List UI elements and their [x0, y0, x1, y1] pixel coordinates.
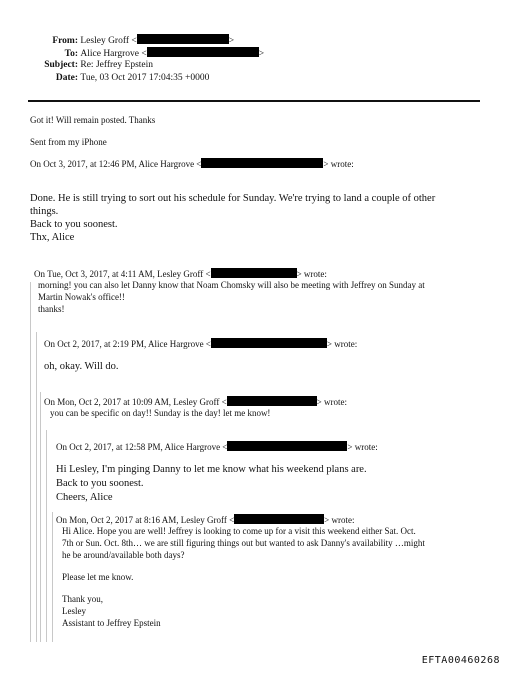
quote-3-attribution: On Oct 2, 2017, at 2:19 PM, Alice Hargrove < > wrote: [44, 339, 358, 349]
quote-level-bar [46, 430, 47, 642]
redaction-box [234, 514, 324, 524]
quote-1-attribution: On Oct 3, 2017, at 12:46 PM, Alice Hargrove < > wrote: [30, 159, 354, 169]
quote-6-line: Hi Alice. Hope you are well! Jeffrey is looking to come up for a visit this weekend either Sat. Oct. [62, 526, 416, 536]
quote-5-line: Back to you soonest. [56, 478, 144, 489]
quote-1-line: Done. He is still trying to sort out his schedule for Sunday. We're trying to land a couple of other [30, 193, 436, 204]
quote-6-sign: Thank you, [62, 594, 103, 604]
redaction-box [211, 338, 327, 348]
quote-6-line: 7th or Sun. Oct. 8th… we are still figuring things out but wanted to ask Danny's availability …might [62, 538, 425, 548]
header-from [0, 34, 234, 46]
quote-2-attribution: On Tue, Oct 3, 2017, at 4:11 AM, Lesley Groff < > wrote: [34, 269, 327, 279]
header-subject [0, 60, 153, 70]
redaction-box [147, 47, 259, 57]
reply-text: Got it! Will remain posted. Thanks [30, 115, 156, 125]
header-date [0, 73, 209, 83]
quote-6-attribution: On Mon, Oct 2, 2017 at 8:16 AM, Lesley Groff < > wrote: [56, 515, 355, 525]
redaction-box [201, 158, 323, 168]
quote-level-bar [52, 512, 53, 642]
to-value: Alice Hargrove < [80, 49, 147, 59]
header-divider [28, 100, 480, 102]
from-close: > [228, 36, 235, 46]
from-value: Lesley Groff < [80, 36, 137, 46]
quote-4-attribution: On Mon, Oct 2, 2017 at 10:09 AM, Lesley Groff < > wrote: [44, 397, 347, 407]
quote-6-sign: Assistant to Jeffrey Epstein [62, 618, 161, 628]
quote-2-line: morning! you can also let Danny know that Noam Chomsky will also be meeting with Jeffrey on Sunday at [38, 280, 425, 290]
quote-2-line: Martin Nowak's office!! [38, 292, 125, 302]
quote-6-sign: Lesley [62, 606, 86, 616]
redaction-box [211, 268, 297, 278]
to-label: To: [64, 49, 78, 59]
document-id: EFTA00460268 [421, 655, 500, 666]
quote-4-line: you can be specific on day!! Sunday is the day! let me know! [50, 408, 271, 418]
signature-text: Sent from my iPhone [30, 137, 107, 147]
quote-level-bar [40, 392, 41, 642]
quote-1-line: Back to you soonest. [30, 219, 118, 230]
redaction-box [137, 34, 229, 44]
header-to [0, 47, 264, 59]
quote-2-line: thanks! [38, 304, 65, 314]
to-close: > [258, 49, 265, 59]
quote-level-bar [36, 332, 37, 642]
quote-5-attribution: On Oct 2, 2017, at 12:58 PM, Alice Hargrove < > wrote: [56, 442, 378, 452]
quote-6-line: he be around/available both days? [62, 550, 185, 560]
subject-value: Re: Jeffrey Epstein [80, 60, 154, 70]
quote-5-line: Cheers, Alice [56, 492, 113, 503]
quote-3-line: oh, okay. Will do. [44, 361, 119, 372]
subject-label: Subject: [44, 60, 78, 70]
date-value: Tue, 03 Oct 2017 17:04:35 +0000 [80, 73, 210, 83]
from-label: From: [52, 36, 78, 46]
quote-6-please: Please let me know. [62, 572, 134, 582]
date-label: Date: [55, 73, 78, 83]
redaction-box [227, 441, 347, 451]
quote-5-line: Hi Lesley, I'm pinging Danny to let me know what his weekend plans are. [56, 464, 367, 475]
quote-1-line: things. [30, 206, 59, 217]
quote-level-bar [30, 282, 31, 642]
redaction-box [227, 396, 317, 406]
quote-1-line: Thx, Alice [30, 232, 75, 243]
